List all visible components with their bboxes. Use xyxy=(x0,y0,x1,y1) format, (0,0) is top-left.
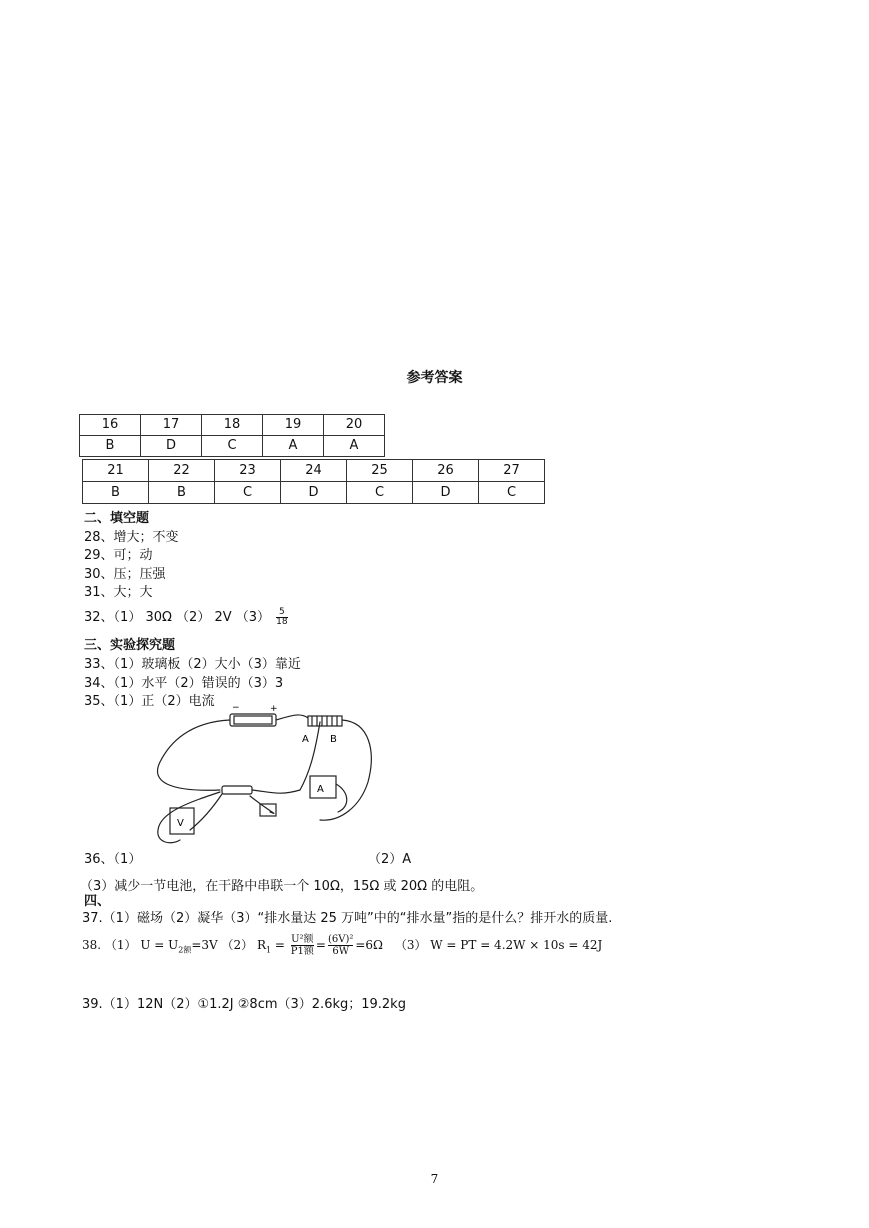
table-cell: B xyxy=(149,482,215,504)
answer-q29: 29、可；动 xyxy=(84,548,153,563)
table-cell: C xyxy=(347,482,413,504)
fraction-numerator: U²额 xyxy=(291,934,314,945)
table-cell: 23 xyxy=(215,460,281,482)
answer-q39: 39.（1）12N（2）①1.2J ②8cm（3）2.6kg；19.2kg xyxy=(82,997,406,1012)
table-cell: A xyxy=(324,436,385,457)
table-cell: 25 xyxy=(347,460,413,482)
battery-minus-label: − xyxy=(232,703,240,713)
page-title: 参考答案 xyxy=(406,370,463,386)
battery-plus-label: + xyxy=(270,704,278,714)
voltmeter-label: V xyxy=(177,818,184,829)
terminal-b-label: B xyxy=(330,734,337,745)
answer-q32-text: 32、（1） 30Ω （2） 2V （3） xyxy=(84,610,271,625)
table-cell: 17 xyxy=(141,415,202,436)
table-cell: C xyxy=(202,436,263,457)
fraction-denominator: P1额 xyxy=(290,946,314,957)
table-cell: C xyxy=(479,482,545,504)
table-cell: 21 xyxy=(83,460,149,482)
fraction-denominator: 18 xyxy=(276,617,288,627)
answer-q38: 38. （1） $U = U_{2额}=3V$ （2） $R_1$ = $\frac{\text{U²额}}{\text{P1额}}$ = $\frac{\text{(6V)²}}{6W}$ =6Ω （3） W = PT = 4.2W × 10s = 42J xyxy=(82,934,603,957)
table-cell: 19 xyxy=(263,415,324,436)
page-number: 7 xyxy=(430,1172,439,1186)
terminal-a-label: A xyxy=(302,734,309,745)
fraction-denominator: 6W xyxy=(332,946,349,957)
fraction xyxy=(276,608,287,627)
table-cell: C xyxy=(215,482,281,504)
table-row-numbers xyxy=(83,460,545,482)
table-row-answers xyxy=(83,482,545,504)
table-cell: 22 xyxy=(149,460,215,482)
answer-q36-part1: 36、（1） xyxy=(84,852,142,867)
table-row-answers xyxy=(80,436,385,457)
answer-q36-part3: （3）减少一节电池，在干路中串联一个 10Ω，15Ω 或 20Ω 的电阻。 xyxy=(80,879,484,894)
table-cell: 24 xyxy=(281,460,347,482)
table-cell: 18 xyxy=(202,415,263,436)
section-heading-fill-in: 二、填空题 xyxy=(84,511,150,526)
answer-q32 xyxy=(84,606,288,627)
fraction xyxy=(328,934,353,957)
answer-q33: 33、（1）玻璃板（2）大小（3）靠近 xyxy=(84,657,301,672)
answer-q30: 30、压；压强 xyxy=(84,567,166,582)
q38-subscript: 2额 xyxy=(178,945,192,955)
table-cell: B xyxy=(83,482,149,504)
q38-equals: = xyxy=(271,938,289,952)
table-cell: 20 xyxy=(324,415,385,436)
table-cell: 27 xyxy=(479,460,545,482)
answer-q37: 37.（1）磁场（2）凝华（3）“排水量达 25 万吨”中的“排水量”指的是什么？排开水的质量. xyxy=(82,911,613,926)
table-cell: 16 xyxy=(80,415,141,436)
table-cell: 26 xyxy=(413,460,479,482)
fraction-numerator: (6V)² xyxy=(327,934,354,945)
table-row-numbers xyxy=(80,415,385,436)
q38-result2: =6Ω xyxy=(355,938,383,952)
answer-q35: 35、（1）正（2）电流 xyxy=(84,694,215,709)
section-heading-four: 四、 xyxy=(84,894,111,909)
q38-part3: （3） W = PT = 4.2W × 10s = 42J xyxy=(394,938,603,952)
table-cell: A xyxy=(263,436,324,457)
answer-q28: 28、增大；不变 xyxy=(84,530,179,545)
table-cell: B xyxy=(80,436,141,457)
fraction xyxy=(291,934,314,957)
section-heading-experiment: 三、实验探究题 xyxy=(84,638,176,653)
table-cell: D xyxy=(413,482,479,504)
answer-q34: 34、（1）水平（2）错误的（3）3 xyxy=(84,676,284,691)
answer-q36-part2: （2）A xyxy=(368,852,412,867)
ammeter-label: A xyxy=(317,784,324,795)
q38-subscript: 1 xyxy=(266,945,272,955)
answer-table-16-20 xyxy=(79,414,385,457)
fraction-numerator: 5 xyxy=(276,608,287,618)
answer-q31: 31、大；大 xyxy=(84,585,153,600)
table-cell: D xyxy=(141,436,202,457)
table-cell: D xyxy=(281,482,347,504)
q38-prefix: 38. （1） U = U xyxy=(82,938,179,952)
answer-table-21-27 xyxy=(82,459,545,504)
q38-mid: =3V （2） R xyxy=(191,938,267,952)
circuit-drawing xyxy=(150,703,380,852)
